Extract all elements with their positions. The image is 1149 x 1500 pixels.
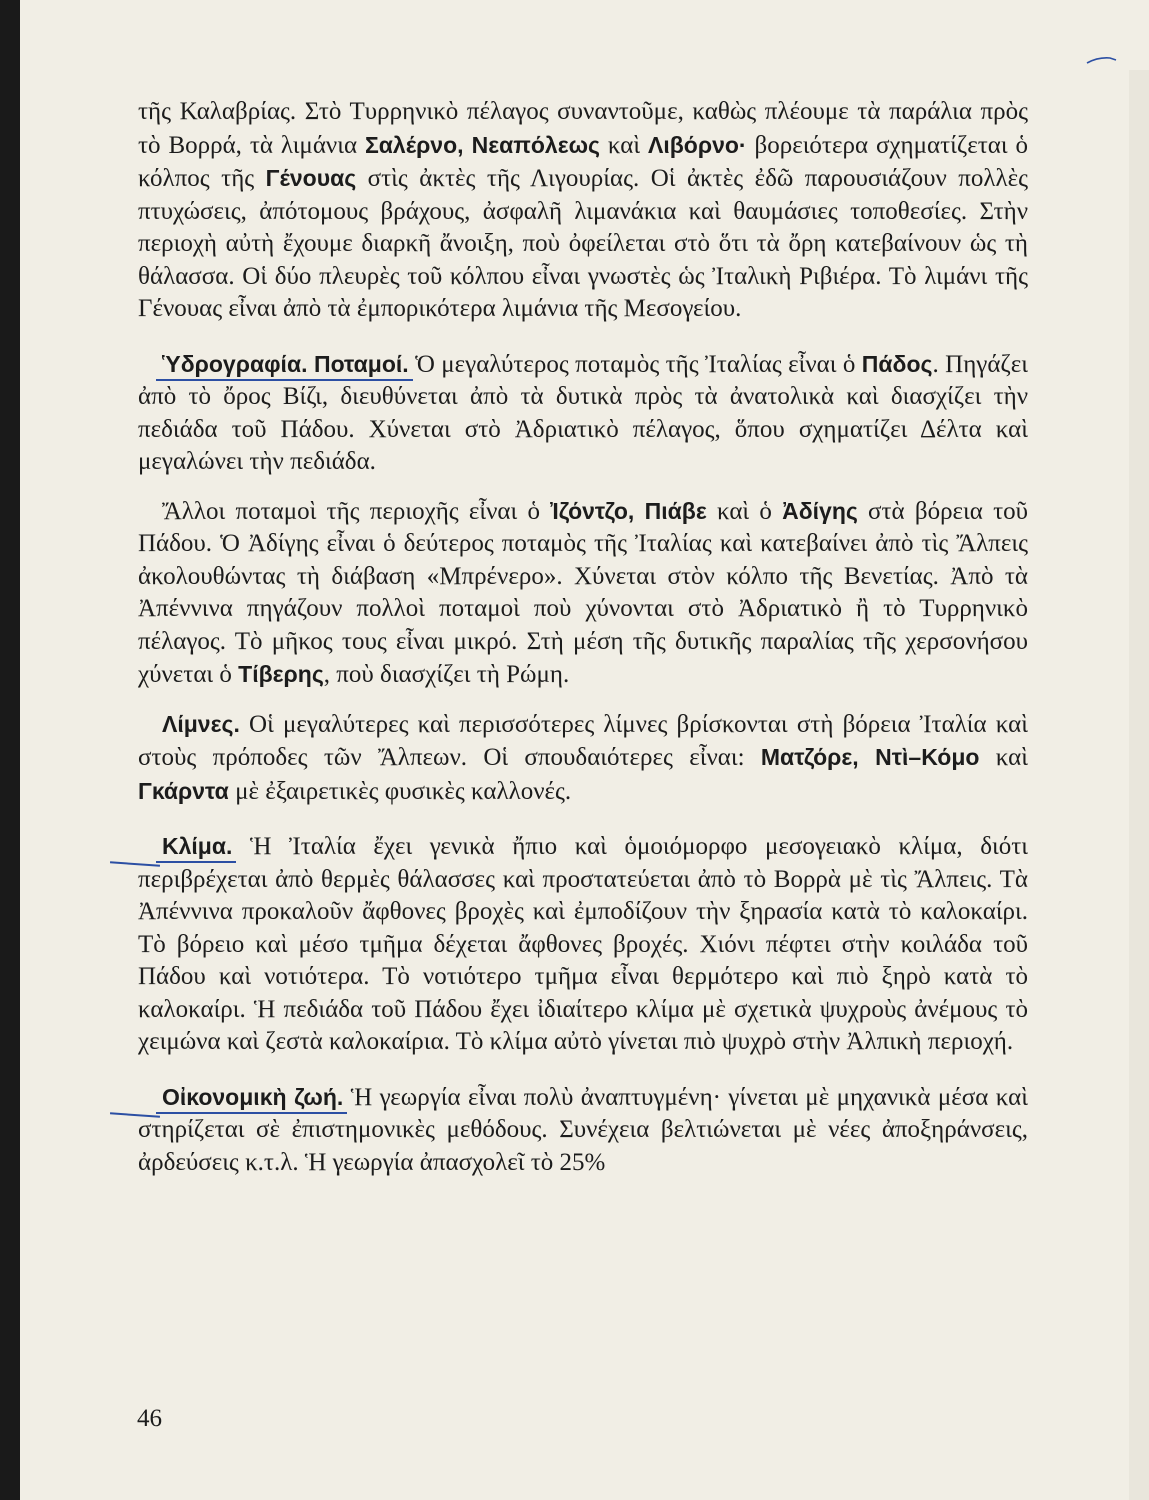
- body-text: [138, 96, 1028, 1179]
- bold-term: Τίβερης: [238, 661, 324, 687]
- section-heading-climate: Κλίμα.: [162, 833, 233, 859]
- paragraph-rivers: Ἄλλοι ποταμοὶ τῆς περιοχῆς εἶναι ὁ Ἰζόντζο, Πιάβε καὶ ὁ Ἀδίγης στὰ βόρεια τοῦ Πάδου. Ὁ Ἀδίγης εἶναι ὁ δεύτερος ποταμὸς τῆς Ἰταλίας καὶ κατεβαίνει ἀπὸ τὶς Ἄλπεις ἀκολουθώντας τὴ διάβαση «Μπρένερο». Χύνεται στὸν κόλπο τῆς Βενετίας. Ἀπὸ τὰ Ἀπέννινα πηγάζουν πολλοὶ ποταμοὶ ποὺ χύνονται στὸ Ἀδριατικὸ ἢ τὸ Τυρρηνικὸ πέλαγος. Τὸ μῆκος τους εἶναι μικρό. Στὴ μέση τῆς δυτικῆς παραλίας τῆς χερσονήσου χύνεται ὁ Τίβερης, ποὺ διασχίζει τὴ Ρώμη.: [138, 497, 1029, 688]
- page-edge: [1129, 70, 1149, 1500]
- spacer: [138, 326, 1028, 348]
- paragraph-climate: Κλίμα. Ἡ Ἰταλία ἔχει γενικὰ ἤπιο καὶ ὁμοιόμορφο μεσογειακὸ κλίμα, διότι περιβρέχεται ἀπὸ θερμὲς θάλασσες καὶ προστατεύεται ἀπὸ τὸ Βορρὰ μὲ τὶς Ἄλπεις. Τὰ Ἀπέννινα προκαλοῦν ἄφθονες βροχὲς καὶ ἐμποδίζουν τὴν ξηρασία κατὰ τὸ καλοκαίρι. Τὸ βόρειο καὶ μέσο τμῆμα δέχεται ἄφθονες βροχές. Χιόνι πέφτει στὴν κοιλάδα τοῦ Πάδου καὶ νοτιότερα. Τὸ νοτιότερο τμῆμα εἶναι θερμότερο καὶ πιὸ ξηρὸ κατὰ τὸ καλοκαίρι. Ἡ πεδιάδα τοῦ Πάδου ἔχει ἰδιαίτερο κλίμα μὲ σχετικὰ ψυχροὺς ἀνέμους τὸ χειμώνα καὶ ζεστὰ καλοκαίρια. Τὸ κλίμα αὐτὸ γίνεται πιὸ ψυχρὸ στὴν Ἀλπικὴ περιοχή.: [138, 833, 1028, 1055]
- bold-term: Γένουας: [265, 165, 357, 191]
- bold-term: Πάδος: [861, 350, 933, 377]
- spacer: [138, 808, 1028, 830]
- section-heading-hydrography: Ὑδρογραφία. Ποταμοί.: [162, 350, 409, 377]
- spacer: [138, 479, 1028, 495]
- bold-term: Ἀδίγης: [782, 497, 858, 524]
- spacer: [138, 692, 1028, 708]
- book-page: [20, 0, 1149, 1500]
- bold-term: Ἰζόντζο, Πιάβε: [550, 497, 707, 524]
- bold-term: Γκάρντα: [138, 777, 229, 804]
- bold-term: Ματζόρε, Ντὶ–Κόμο: [760, 744, 980, 770]
- section-heading-economy: Οἰκονομικὴ ζωή.: [162, 1083, 344, 1110]
- paragraph-coasts: τῆς Καλαβρίας. Στὸ Τυρρηνικὸ πέλαγος συναντοῦμε, καθὼς πλέουμε τὰ παράλια πρὸς τὸ Βορρά, τὰ λιμάνια Σαλέρνο, Νεαπόλεως καὶ Λιβόρνο· βορειότερα σχηματίζεται ὁ κόλπος τῆς Γένουας στὶς ἀκτὲς τῆς Λιγουρίας. Οἱ ἀκτὲς ἐδῶ παρουσιάζουν πολλὲς πτυχώσεις, ἀπότομους βράχους, ἀσφαλῆ λιμανάκια καὶ θαυμάσιες τοποθεσίες. Στὴν περιοχὴ αὐτὴ ἔχουμε διαρκῆ ἄνοιξη, ποὺ ὀφείλεται στὸ ὅτι τὰ ὄρη κατεβαίνουν ὡς τὴ θάλασσα. Οἱ δύο πλευρὲς τοῦ κόλπου εἶναι γνωστὲς ὡς Ἰταλικὴ Ριβιέρα. Τὸ λιμάνι τῆς Γένουας εἶναι ἀπὸ τὰ ἐμπορικότερα λιμάνια τῆς Μεσογείου.: [138, 98, 1028, 322]
- paragraph-economy: Οἰκονομικὴ ζωή. Ἡ γεωργία εἶναι πολὺ ἀναπτυγμένη· γίνεται μὲ μηχανικὰ μέσα καὶ στηρίζεται σὲ ἐπιστημονικὲς μεθόδους. Συνέχεια βελτιώνεται μὲ νέες ἀποξηράνσεις, ἀρδεύσεις κ.τ.λ. Ἡ γεωργία ἀπασχολεῖ τὸ 25%: [138, 1083, 1028, 1176]
- page-number: 46: [137, 1405, 162, 1432]
- paragraph-lakes: Λίμνες. Οἱ μεγαλύτερες καὶ περισσότερες λίμνες βρίσκονται στὴ βόρεια Ἰταλία καὶ στοὺς πρόποδες τῶν Ἄλπεων. Οἱ σπουδαιότερες εἶναι: Ματζόρε, Ντὶ–Κόμο καὶ Γκάρντα μὲ ἐξαιρετικὲς φυσικὲς καλλονές.: [138, 710, 1029, 805]
- spacer: [138, 1059, 1028, 1081]
- pen-mark: [1086, 55, 1118, 65]
- paragraph-hydrography: Ὑδρογραφία. Ποταμοί. Ὁ μεγαλύτερος ποταμὸς τῆς Ἰταλίας εἶναι ὁ Πάδος. Πηγάζει ἀπὸ τὸ ὄρος Βίζι, διευθύνεται ἀπὸ τὰ δυτικὰ πρὸς τὰ ἀνατολικὰ καὶ διασχίζει τὴν πεδιάδα τοῦ Πάδου. Χύνεται στὸ Ἀδριατικὸ πέλαγος, ὅπου σχηματίζει Δέλτα καὶ μεγαλώνει τὴν πεδιάδα.: [138, 350, 1028, 475]
- section-heading-lakes: Λίμνες.: [162, 710, 240, 737]
- bold-term: Λιβόρνο·: [648, 131, 747, 158]
- bold-term: Σαλέρνο, Νεαπόλεως: [364, 131, 601, 158]
